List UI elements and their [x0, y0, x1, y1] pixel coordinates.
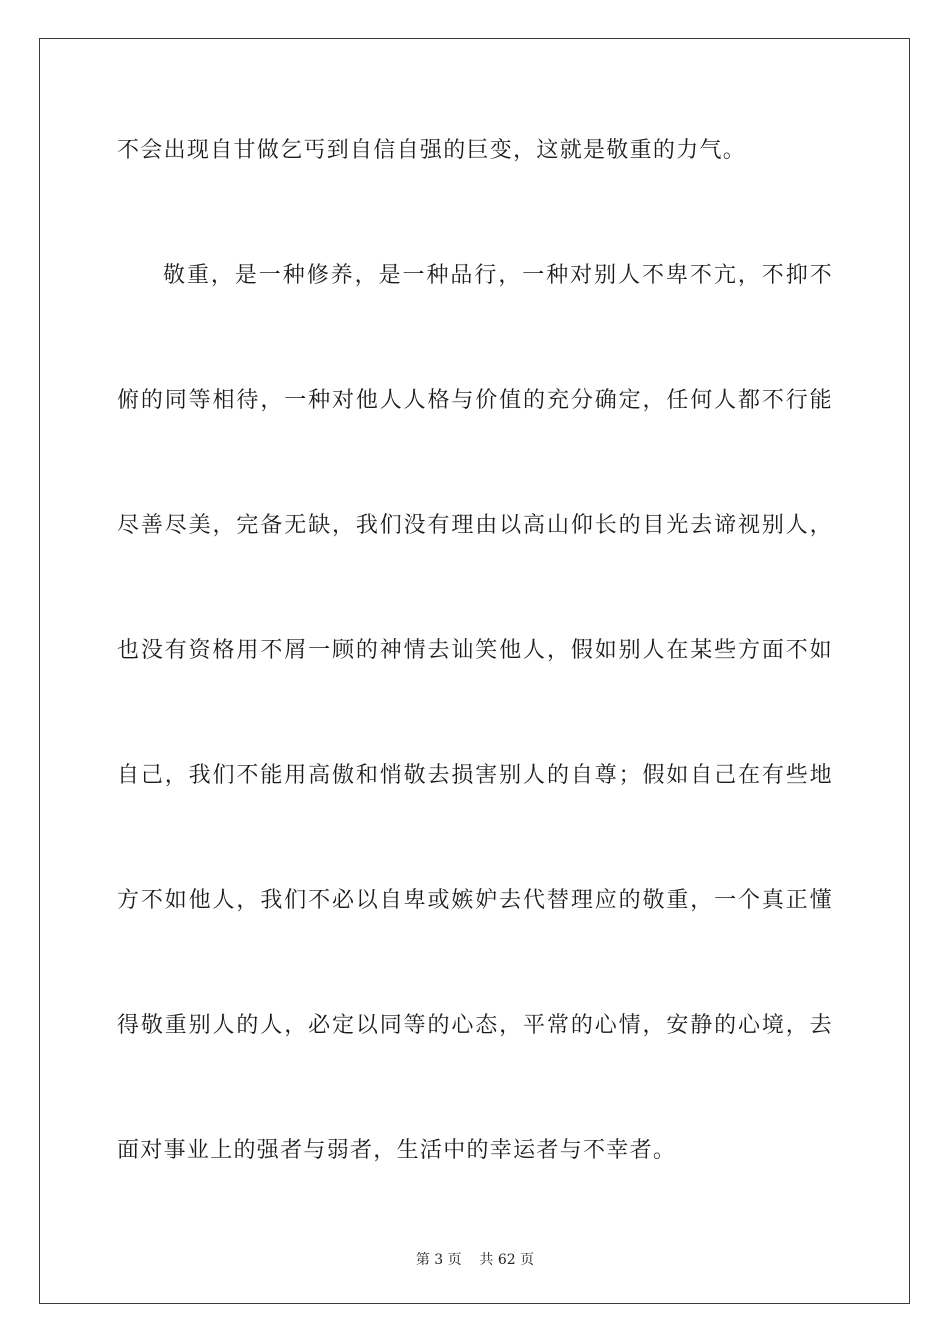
paragraph-line-4: 尽善尽美，完备无缺，我们没有理由以高山仰长的目光去谛视别人， — [117, 513, 833, 538]
paragraph-line-5: 也没有资格用不屑一顾的神情去讪笑他人，假如别人在某些方面不如 — [117, 638, 833, 663]
page-border — [39, 38, 910, 1304]
paragraph-line-6: 自己，我们不能用高傲和悄敬去损害别人的自尊；假如自己在有些地 — [117, 763, 833, 788]
paragraph-line-7: 方不如他人，我们不必以自卑或嫉妒去代替理应的敬重，一个真正懂 — [117, 888, 833, 913]
paragraph-line-8: 得敬重别人的人，必定以同等的心态，平常的心情，安静的心境，去 — [117, 1013, 833, 1038]
paragraph-line-2: 敬重，是一种修养，是一种品行，一种对别人不卑不亢，不抑不 — [163, 263, 833, 288]
paragraph-line-3: 俯的同等相待，一种对他人人格与价值的充分确定，任何人都不行能 — [117, 388, 833, 413]
page-number-footer: 第 3 页 共 62 页 — [415, 1252, 535, 1268]
paragraph-line-1: 不会出现自甘做乞丐到自信自强的巨变，这就是敬重的力气。 — [117, 138, 747, 163]
paragraph-line-9: 面对事业上的强者与弱者，生活中的幸运者与不幸者。 — [117, 1138, 677, 1163]
